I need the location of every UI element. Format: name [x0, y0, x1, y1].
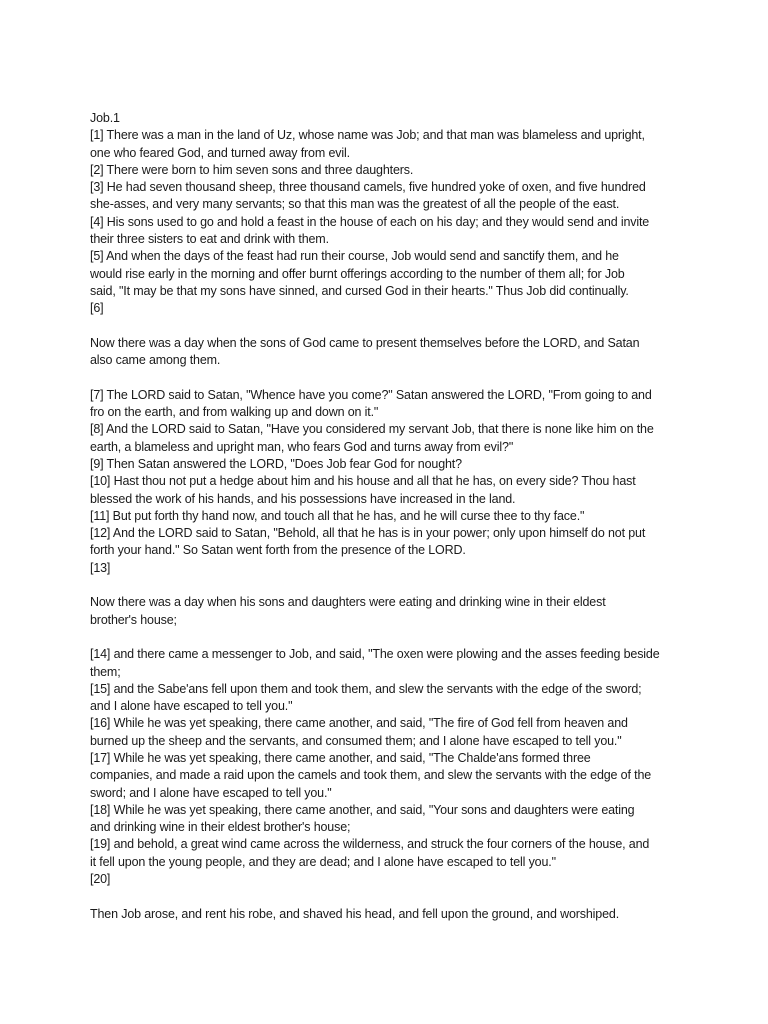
text-line: brother's house;	[90, 612, 177, 627]
text-line: [4] His sons used to go and hold a feast in the house of each on his day; and they would send and invite	[90, 214, 650, 229]
document-title: Job.1	[90, 111, 120, 125]
text-line: [16] While he was yet speaking, there came another, and said, "The fire of God fell from heaven and	[90, 716, 628, 731]
text-line: [3] He had seven thousand sheep, three thousand camels, five hundred yoke of oxen, and five hundred	[90, 180, 646, 195]
text-line: Then Job arose, and rent his robe, and shaved his head, and fell upon the ground, and worshiped.	[90, 906, 620, 921]
text-line: them;	[90, 664, 121, 679]
text-line: said, "It may be that my sons have sinned, and cursed God in their hearts." Thus Job did continually.	[90, 283, 629, 298]
blank-line	[90, 577, 690, 594]
text-line: [18] While he was yet speaking, there came another, and said, "Your sons and daughters were eating	[90, 802, 635, 817]
verse-marker: [20]	[90, 872, 111, 887]
blank-line	[90, 318, 690, 335]
text-line: Now there was a day when his sons and daughters were eating and drinking wine in their eldest	[90, 595, 606, 610]
text-line: also came among them.	[90, 353, 221, 368]
text-line: [11] But put forth thy hand now, and touch all that he has, and he will curse thee to thy face."	[90, 508, 585, 523]
text-line: [15] and the Sabe'ans fell upon them and took them, and slew the servants with the edge of the sword;	[90, 681, 642, 696]
text-line: and I alone have escaped to tell you."	[90, 699, 293, 714]
text-line: she-asses, and very many servants; so that this man was the greatest of all the people of the east.	[90, 197, 620, 212]
text-line: blessed the work of his hands, and his possessions have increased in the land.	[90, 491, 516, 506]
text-line: [19] and behold, a great wind came across the wilderness, and struck the four corners of the house, and	[90, 837, 650, 852]
text-line: [2] There were born to him seven sons and three daughters.	[90, 162, 414, 177]
text-line: earth, a blameless and upright man, who fears God and turns away from evil?"	[90, 439, 514, 454]
text-line: would rise early in the morning and offer burnt offerings according to the number of them all; for Job	[90, 266, 625, 281]
text-line: one who feared God, and turned away from evil.	[90, 145, 350, 160]
text-line: [7] The LORD said to Satan, "Whence have you come?" Satan answered the LORD, "From going to and	[90, 387, 652, 402]
verse-marker: [6]	[90, 301, 104, 316]
text-line: their three sisters to eat and drink with them.	[90, 232, 329, 247]
text-line: [8] And the LORD said to Satan, "Have you considered my servant Job, that there is none like him on the	[90, 422, 654, 437]
text-line: [14] and there came a messenger to Job, and said, "The oxen were plowing and the asses feeding beside	[90, 647, 660, 662]
text-line: Now there was a day when the sons of God came to present themselves before the LORD, and Satan	[90, 335, 640, 350]
text-line: [9] Then Satan answered the LORD, "Does Job fear God for nought?	[90, 456, 462, 471]
document-page	[90, 110, 690, 923]
text-line: sword; and I alone have escaped to tell you."	[90, 785, 332, 800]
blank-line	[90, 369, 690, 386]
text-line: [1] There was a man in the land of Uz, whose name was Job; and that man was blameless and upright,	[90, 128, 645, 143]
blank-line	[90, 888, 690, 905]
text-line: burned up the sheep and the servants, and consumed them; and I alone have escaped to tell you."	[90, 733, 622, 748]
text-line: fro on the earth, and from walking up and down on it."	[90, 405, 379, 420]
text-line: [10] Hast thou not put a hedge about him and his house and all that he has, on every side? Thou hast	[90, 474, 636, 489]
text-line: [17] While he was yet speaking, there came another, and said, "The Chalde'ans formed three	[90, 750, 591, 765]
text-line: it fell upon the young people, and they are dead; and I alone have escaped to tell you."	[90, 854, 556, 869]
text-line: companies, and made a raid upon the camels and took them, and slew the servants with the edge of the	[90, 768, 652, 783]
text-line: [12] And the LORD said to Satan, "Behold, all that he has is in your power; only upon himself do not put	[90, 526, 646, 541]
text-line: [5] And when the days of the feast had run their course, Job would send and sanctify them, and he	[90, 249, 619, 264]
verse-marker: [13]	[90, 560, 111, 575]
text-line: forth your hand." So Satan went forth from the presence of the LORD.	[90, 543, 466, 558]
text-line: and drinking wine in their eldest brother's house;	[90, 820, 351, 835]
blank-line	[90, 629, 690, 646]
